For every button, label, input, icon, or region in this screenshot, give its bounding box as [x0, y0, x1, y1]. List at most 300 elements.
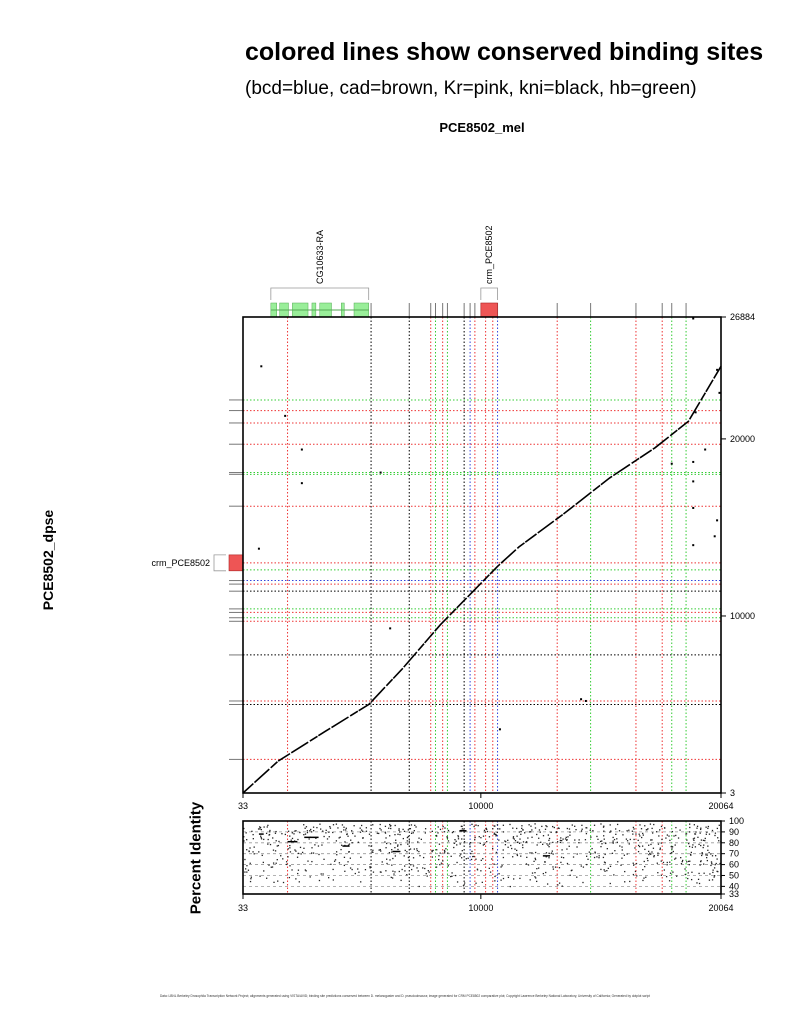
pid-point [586, 856, 587, 857]
pid-point [521, 825, 522, 826]
pid-point [686, 839, 687, 840]
pid-point [546, 852, 547, 853]
pid-point [416, 848, 417, 849]
pid-point [697, 837, 698, 838]
pid-point [262, 855, 263, 856]
pid-point [267, 843, 268, 844]
pid-point [357, 868, 358, 869]
pid-point [260, 836, 261, 837]
pid-point [392, 871, 393, 872]
pid-point [610, 866, 611, 867]
pid-point [329, 836, 330, 837]
pid-point [535, 852, 536, 853]
pid-point [505, 844, 506, 845]
pid-point [298, 853, 299, 854]
pid-point [388, 828, 389, 829]
pid-point [552, 866, 553, 867]
x-tick-label: 20064 [708, 801, 734, 811]
pid-point [648, 854, 649, 855]
pid-point [461, 826, 462, 827]
pid-point [688, 843, 689, 844]
pid-point [647, 860, 648, 861]
pid-point [448, 840, 449, 841]
pid-point [484, 844, 485, 845]
pid-point [708, 826, 709, 827]
pid-point [569, 831, 570, 832]
pid-point [679, 829, 680, 830]
pid-point [385, 870, 386, 871]
pid-point [596, 836, 597, 837]
pid-point [328, 832, 329, 833]
pid-point [503, 825, 504, 826]
pid-point [334, 861, 335, 862]
pid-point [556, 831, 557, 832]
pid-point [586, 864, 587, 865]
pid-point [381, 829, 382, 830]
pid-point [552, 842, 553, 843]
pid-point [351, 830, 352, 831]
pid-point [436, 835, 437, 836]
pid-point [603, 857, 604, 858]
pid-point [569, 828, 570, 829]
pid-point [669, 862, 670, 863]
pid-point [559, 867, 560, 868]
pid-point [695, 846, 696, 847]
pid-point [438, 855, 439, 856]
pid-point [526, 863, 527, 864]
pid-point [340, 837, 341, 838]
pid-point [286, 864, 287, 865]
pid-point [613, 874, 614, 875]
pid-point [322, 873, 323, 874]
pid-point [604, 871, 605, 872]
scatter-point [301, 449, 303, 451]
pid-point [477, 869, 478, 870]
scatter-point [714, 535, 716, 537]
feature-label-gene: CG10633-RA [314, 229, 325, 284]
pid-point [632, 831, 633, 832]
pid-point [494, 864, 495, 865]
pid-point [574, 839, 575, 840]
pid-point [653, 856, 654, 857]
pid-point [332, 832, 333, 833]
pid-point [524, 832, 525, 833]
pid-point [644, 866, 645, 867]
pid-point [267, 826, 268, 827]
pid-point [689, 831, 690, 832]
pid-point [681, 863, 682, 864]
pid-point [540, 842, 541, 843]
pid-point [519, 878, 520, 879]
pid-point [536, 881, 537, 882]
pid-point [553, 868, 554, 869]
pid-point [351, 869, 352, 870]
pid-point [599, 855, 600, 856]
scatter-point [692, 507, 694, 509]
pid-point [344, 871, 345, 872]
pid-point [475, 883, 476, 884]
pid-point [318, 854, 319, 855]
pid-point [661, 860, 662, 861]
pid-point [557, 884, 558, 885]
pid-point [621, 858, 622, 859]
pid-point [336, 824, 337, 825]
pid-point [539, 829, 540, 830]
pid-point [616, 838, 617, 839]
pid-point [604, 869, 605, 870]
pid-point [421, 839, 422, 840]
pid-point [447, 837, 448, 838]
pid-point [419, 855, 420, 856]
pid-point [394, 847, 395, 848]
pid-point [638, 851, 639, 852]
pid-point [650, 854, 651, 855]
pid-point [560, 837, 561, 838]
pid-point [609, 832, 610, 833]
pid-point [289, 865, 290, 866]
pid-point [595, 852, 596, 853]
pid-point [292, 838, 293, 839]
pid-point [686, 861, 687, 862]
pid-point [706, 832, 707, 833]
pid-point [300, 847, 301, 848]
pid-point [394, 834, 395, 835]
pid-point [460, 843, 461, 844]
pid-point [400, 880, 401, 881]
pid-point [450, 876, 451, 877]
pid-point [250, 881, 251, 882]
pid-point [543, 835, 544, 836]
pid-point [527, 837, 528, 838]
pid-point [385, 837, 386, 838]
pid-point [576, 846, 577, 847]
pid-point [415, 826, 416, 827]
feature-label-crm: crm_PCE8502 [484, 225, 495, 284]
pid-point [614, 839, 615, 840]
pid-point [610, 824, 611, 825]
pid-point [513, 878, 514, 879]
pid-point [263, 862, 264, 863]
pid-point [280, 855, 281, 856]
pid-point [536, 868, 537, 869]
pid-point [333, 879, 334, 880]
pid-point [624, 855, 625, 856]
pid-point [633, 839, 634, 840]
pid-point [520, 834, 521, 835]
pid-point [526, 841, 527, 842]
pid-point [703, 845, 704, 846]
pid-point [548, 857, 549, 858]
pid-point [703, 840, 704, 841]
pid-point [604, 862, 605, 863]
pid-point [251, 877, 252, 878]
pid-point [268, 864, 269, 865]
pid-point [399, 831, 400, 832]
pid-point [650, 844, 651, 845]
pid-point [481, 860, 482, 861]
pid-point [712, 872, 713, 873]
pid-point [510, 845, 511, 846]
pid-point [535, 859, 536, 860]
pid-point [719, 825, 720, 826]
pid-point [343, 827, 344, 828]
pid-point [311, 847, 312, 848]
pid-point [548, 834, 549, 835]
pid-point [490, 871, 491, 872]
pid-point [511, 848, 512, 849]
pid-point [469, 843, 470, 844]
pid-point [487, 831, 488, 832]
y-tick-label: 10000 [730, 610, 756, 621]
pid-point [281, 833, 282, 834]
pid-point [548, 840, 549, 841]
pid-point [607, 848, 608, 849]
pid-point [516, 854, 517, 855]
chart-title: colored lines show conserved binding sites [245, 38, 764, 66]
pid-point [670, 873, 671, 874]
scatter-point [692, 544, 694, 546]
pid-point [698, 844, 699, 845]
pid-point [377, 833, 378, 834]
pid-point [590, 830, 591, 831]
pid-point [269, 830, 270, 831]
pid-point [626, 838, 627, 839]
pid-point [583, 866, 584, 867]
pid-point [418, 838, 419, 839]
pid-point [513, 836, 514, 837]
pid-point [246, 849, 247, 850]
x-tick-label: 33 [237, 801, 249, 811]
pid-point [276, 863, 277, 864]
pid-point [360, 881, 361, 882]
pid-point [295, 830, 296, 831]
pid-point [448, 830, 449, 831]
pid-point [408, 860, 409, 861]
pid-point [397, 834, 398, 835]
pid-point [474, 837, 475, 838]
pid-point [272, 837, 273, 838]
pid-point [466, 858, 467, 859]
pid-point [510, 886, 511, 887]
pid-point [574, 826, 575, 827]
pid-point [403, 838, 404, 839]
pid-point [520, 831, 521, 832]
pid-point [291, 869, 292, 870]
pid-point [446, 836, 447, 837]
pid-point [610, 830, 611, 831]
pid-point [456, 844, 457, 845]
pid-point [344, 865, 345, 866]
pid-point [704, 840, 705, 841]
pid-point [263, 870, 264, 871]
pid-point [245, 832, 246, 833]
pid-point [250, 863, 251, 864]
pid-point [565, 838, 566, 839]
pid-point [248, 850, 249, 851]
pid-point [667, 834, 668, 835]
pid-point [597, 839, 598, 840]
pid-point [545, 825, 546, 826]
pid-point [651, 839, 652, 840]
pid-point [304, 828, 305, 829]
pid-point [436, 866, 437, 867]
pid-point [278, 845, 279, 846]
pid-point [248, 870, 249, 871]
pid-point [577, 853, 578, 854]
pid-point [468, 870, 469, 871]
pid-point [424, 868, 425, 869]
pid-point [672, 871, 673, 872]
pid-point [398, 828, 399, 829]
pid-point [644, 849, 645, 850]
pid-point [562, 838, 563, 839]
pid-point [287, 856, 288, 857]
pid-point [339, 862, 340, 863]
pid-point [438, 826, 439, 827]
pid-point [680, 857, 681, 858]
pid-point [600, 846, 601, 847]
pid-point [343, 829, 344, 830]
pid-point [571, 870, 572, 871]
pid-point [418, 851, 419, 852]
pid-point [664, 827, 665, 828]
pid-point [311, 852, 312, 853]
pid-point [451, 872, 452, 873]
pid-point [707, 828, 708, 829]
pid-point [594, 857, 595, 858]
pid-point [497, 828, 498, 829]
pid-point [326, 830, 327, 831]
pid-point [494, 876, 495, 877]
pid-point [535, 827, 536, 828]
pid-point [246, 839, 247, 840]
pid-point [337, 827, 338, 828]
pid-point [560, 862, 561, 863]
pid-point [460, 854, 461, 855]
pid-point [495, 834, 496, 835]
pid-point [418, 870, 419, 871]
pid-x-tick-label: 10000 [468, 903, 494, 913]
pid-point [380, 850, 381, 851]
pid-point [497, 824, 498, 825]
pid-point [581, 865, 582, 866]
pid-point [549, 838, 550, 839]
pid-point [672, 831, 673, 832]
pid-point [700, 861, 701, 862]
pid-point [624, 881, 625, 882]
pid-point [620, 865, 621, 866]
pid-point [567, 863, 568, 864]
pid-point [612, 837, 613, 838]
pid-point [503, 849, 504, 850]
pid-point [549, 843, 550, 844]
query-feature-label: crm_PCE8502 [151, 557, 210, 568]
pid-point [411, 824, 412, 825]
pid-point [379, 849, 380, 850]
pid-point [347, 836, 348, 837]
pid-point [643, 834, 644, 835]
pid-point [411, 833, 412, 834]
pid-point [535, 858, 536, 859]
pid-point [427, 875, 428, 876]
pid-point [300, 853, 301, 854]
pid-point [709, 873, 710, 874]
pid-point [432, 831, 433, 832]
pid-point [701, 839, 702, 840]
pid-point [299, 832, 300, 833]
pid-point [249, 847, 250, 848]
pid-point [642, 845, 643, 846]
pid-point [592, 830, 593, 831]
pid-point [344, 841, 345, 842]
pid-point [303, 834, 304, 835]
pid-point [471, 859, 472, 860]
pid-point [444, 852, 445, 853]
pid-point [673, 851, 674, 852]
pid-point [535, 877, 536, 878]
reference-sequence-label: PCE8502_mel [439, 120, 525, 135]
pid-point [689, 827, 690, 828]
pid-point [457, 835, 458, 836]
pid-point [691, 879, 692, 880]
pid-point [290, 851, 291, 852]
pid-point [615, 828, 616, 829]
pid-point [696, 882, 697, 883]
pid-point [612, 840, 613, 841]
pid-point [603, 830, 604, 831]
pid-point [647, 858, 648, 859]
pid-point [354, 835, 355, 836]
pid-point [604, 854, 605, 855]
pid-point [408, 829, 409, 830]
pid-point [441, 863, 442, 864]
pid-point [469, 846, 470, 847]
pid-point [494, 834, 495, 835]
pid-point [717, 837, 718, 838]
pid-point [650, 823, 651, 824]
pid-point [437, 832, 438, 833]
pid-point [299, 881, 300, 882]
pid-point [629, 843, 630, 844]
pid-point [439, 844, 440, 845]
pid-point [660, 848, 661, 849]
pid-point [566, 848, 567, 849]
pid-point [674, 858, 675, 859]
pid-point [303, 848, 304, 849]
pid-point [596, 856, 597, 857]
pid-point [713, 876, 714, 877]
pid-point [667, 862, 668, 863]
pid-point [603, 827, 604, 828]
pid-point [698, 873, 699, 874]
pid-point [260, 827, 261, 828]
pid-point [244, 859, 245, 860]
pid-point [482, 882, 483, 883]
pid-point [699, 864, 700, 865]
pid-point [389, 835, 390, 836]
pid-point [538, 838, 539, 839]
pid-point [711, 861, 712, 862]
pid-point [456, 841, 457, 842]
pid-point [675, 844, 676, 845]
pid-point [423, 857, 424, 858]
pid-point [275, 833, 276, 834]
pid-point [319, 880, 320, 881]
pid-point [650, 839, 651, 840]
scatter-point [301, 482, 303, 484]
alignment-diagonal [243, 366, 721, 793]
pid-point [486, 829, 487, 830]
